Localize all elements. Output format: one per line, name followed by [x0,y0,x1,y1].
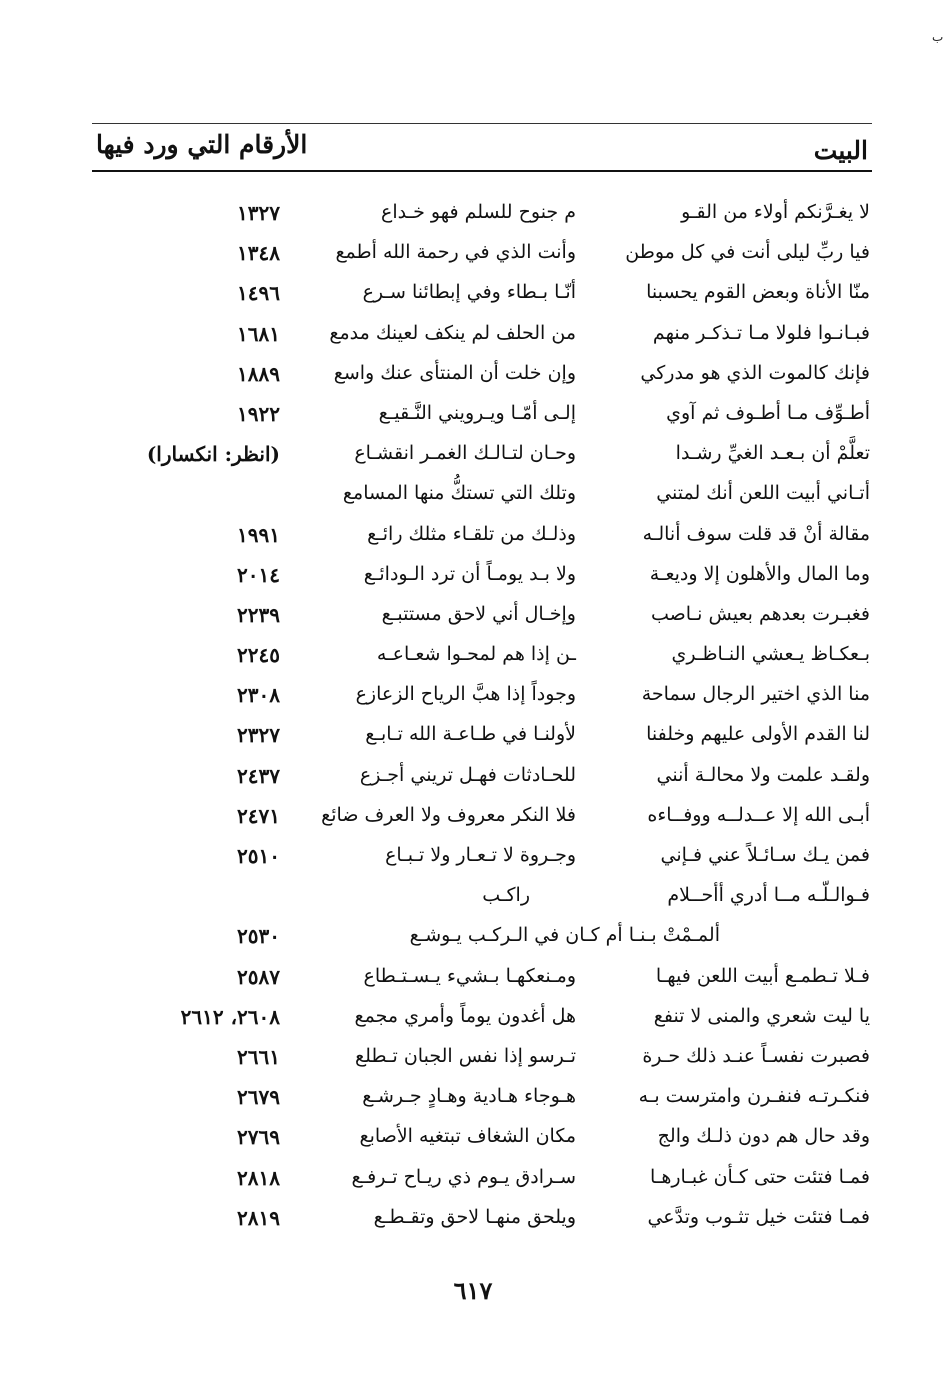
reference-numbers: ٢٣٠٨ [237,683,280,708]
verse-row [0,878,946,918]
first-hemistich: أتـاني أبيت اللعن أنك لمتني [656,482,870,505]
first-hemistich: فصبرت نفسـاً عنـد ذلك حـرة [642,1044,870,1067]
page-number: ٦١٧ [453,1276,493,1305]
verse-row [0,918,946,958]
second-hemistich: ويلحق منهـا لاحق وتقـطـع [373,1205,576,1228]
header-top-rule [92,123,872,124]
verse-row [0,275,946,315]
first-hemistich: منا الذي اختير الرجال سماحة [641,683,870,706]
first-hemistich: فـلا تـطمـع أبيت اللعن فيهـا [655,964,870,987]
verse-row [0,557,946,597]
first-hemistich: فبـانـوا فلولا مـا تـذكـر منهم [652,321,870,344]
reference-numbers: ١٣٤٨ [237,241,280,266]
verse-row [0,316,946,356]
header-bottom-rule [92,170,872,172]
first-hemistich: أبـى الله إلا عــدلــه ووفــاءه [647,803,870,826]
page-header [92,128,872,168]
second-hemistich: من الحلف لم ينكف لعينك مدمع [329,321,576,344]
verse-row [0,195,946,235]
second-hemistich: وجـروة لا تـعـار ولا تـبـاع [385,844,576,866]
second-hemistich: م جنوح للسلم فهو خـداع [380,201,576,223]
verse-row [0,1119,946,1159]
reference-numbers: ١٩٩١ [237,522,280,547]
verse-row [0,396,946,436]
first-hemistich: فنكـرتـه فنفـرن وامترست بـه [638,1085,870,1108]
reference-numbers: ١٨٨٩ [237,361,280,386]
reference-numbers: ٢٤٣٧ [237,763,280,788]
first-hemistich: ولقـد علمت ولا محالـة أنني [656,763,870,786]
second-hemistich: لأولنـا في طـاعـة الله تـابـع [365,723,576,746]
reference-numbers: ١٦٨١ [237,321,280,346]
verse-row [0,717,946,757]
second-hemistich: للحـادثات فهـل تريني أجـزع [359,763,576,786]
second-hemistich: مكان الشغاف تبتغيه الأصابع [359,1125,576,1148]
verse-row [0,959,946,999]
reference-numbers: ٢٥١٠ [237,844,280,868]
second-hemistich: وإخـال أني لاحق مستتبـع [381,602,576,625]
reference-numbers: ١٣٢٧ [237,201,280,225]
second-hemistich: سـرادق يـوم ذي ريـاح تـرفـع [351,1165,576,1188]
reference-numbers: ٢٢٤٥ [237,643,280,668]
first-hemistich: أطـوِّف مـا أطـوف ثم آوي [666,401,870,424]
verse-row [0,677,946,717]
reference-numbers: ٢٠١٤ [237,562,280,587]
verse-row [0,798,946,838]
verse-row [0,476,946,516]
reference-numbers: ٢٤٧١ [237,803,280,828]
reference-numbers: ١٤٩٦ [237,281,280,306]
second-hemistich: وإن خلت أن المنتأى عنك واسع [333,361,576,384]
reference-numbers: ٢٨١٨ [237,1165,280,1190]
second-hemistich: هل أغدون يوماً وأمري مجمع [354,1004,576,1027]
second-hemistich: وحـان لتـالـك الغمـر انقشـاع [354,442,576,465]
verse-row [0,235,946,275]
first-hemistich: منّا الأناة وبعض القوم يحسبنا [646,281,870,304]
first-hemistich: فمـا فتئت خيل تثـوب وتدَّعي [647,1205,870,1228]
verse-row [0,758,946,798]
verse-row [0,1160,946,1200]
first-hemistich: فـوالـلّـه مــا أدري أأحــلام [667,884,870,907]
first-hemistich: وقد حال هم دون ذلـك والج [657,1125,870,1148]
verse-row [0,1079,946,1119]
verse-row [0,597,946,637]
second-hemistich: وتلك التي تستكُّ منها المسامع [342,482,576,505]
reference-numbers: ٢٥٨٧ [237,964,280,989]
verse-row [0,436,946,476]
second-hemistich: أنّـا بـطاء وفي إبطائنا سـرع [362,281,576,304]
verse-row [0,999,946,1039]
second-hemistich: وذلـك من تلقـاء مثلك رائـع [367,522,576,545]
reference-numbers: ٢٧٦٩ [237,1125,280,1150]
verse-row [0,637,946,677]
reference-numbers: ٢٣٢٧ [237,723,280,748]
first-hemistich: فغبـرت بعدهم بعيش نـاصب [651,602,870,625]
first-hemistich: تعلَّمْ أن بـعـد الغيِّ رشـدا [675,442,870,465]
second-hemistich: فلا النكر معروف ولا العرف ضائع [321,803,576,826]
verse-row [0,517,946,557]
first-hemistich: فإنك كالموت الذي هو مدركي [640,361,870,384]
first-hemistich: لنا القدم الأولى عليهم وخلفنا [646,723,870,746]
second-hemistich: ومـنعكهـا بـشيء يـسـتـطاع [363,964,576,987]
header-verse-title: البيت [813,136,868,165]
verse-row [0,838,946,878]
first-hemistich: مقالة أنْ قد قلت سوف أنالـه [642,522,870,545]
second-hemistich: وأنت الذي في رحمة الله أطمع [335,241,576,264]
first-hemistich: يا ليت شعري والمنى لا تنفع [653,1004,870,1027]
verse-row [0,1200,946,1240]
reference-numbers: ٢٦٧٩ [237,1085,280,1110]
second-hemistich: وجوداً إذا هبَّ الرياح الزعازع [355,683,576,706]
verse-index-list [0,195,946,1240]
first-hemistich: فمـا فتئت حتى كـأن غبـارهـا [649,1165,870,1188]
first-hemistich: فمن يـك سـائـلاً عني فـإني [660,844,870,866]
second-hemistich: هـوجاء هـادية وهـادٍ جـرشـع [362,1085,576,1108]
reference-numbers: ٢٢٣٩ [237,602,280,627]
reference-numbers: ١٩٢٢ [237,401,280,426]
first-hemistich: فيا ربِّ ليلى أنت في كل موطن [625,241,870,264]
verse-row [0,1039,946,1079]
header-numbers-title: الأرقام التي ورد فيها [96,130,308,159]
second-hemistich: ـن إذا هم لمحـوا شعـاعـه [376,643,576,666]
first-hemistich: بـعكـاظ يـعشي النـاظـري [671,643,870,666]
reference-numbers: ٢٨١٩ [237,1205,280,1230]
second-hemistich: إلـى أمّـا ويـرويني النَّـقيـع [378,401,576,424]
first-hemistich: ألمـمْتْ بـنـا أم كـان في الـركـب يـوشـع [409,924,720,947]
second-hemistich: ولا بـد يومـاً أن ترد الـودائـع [363,562,576,585]
second-hemistich: تـرسو إذا نفس الجبان تـطلع [354,1044,576,1067]
reference-numbers: ٢٥٣٠ [237,924,280,949]
first-hemistich: لا يغـرَّنكم أولاء من القـو [681,201,870,223]
reference-numbers: ٢٦٦١ [237,1044,280,1069]
reference-numbers: (انظر: انكسارا) [146,442,280,467]
second-hemistich: راكـب [482,884,530,907]
reference-numbers: ٢٦٠٨، ٢٦١٢ [180,1004,280,1029]
corner-mark: ب [932,30,944,44]
verse-row [0,356,946,396]
first-hemistich: وما المال والأهلون إلا وديعـة [649,562,870,585]
